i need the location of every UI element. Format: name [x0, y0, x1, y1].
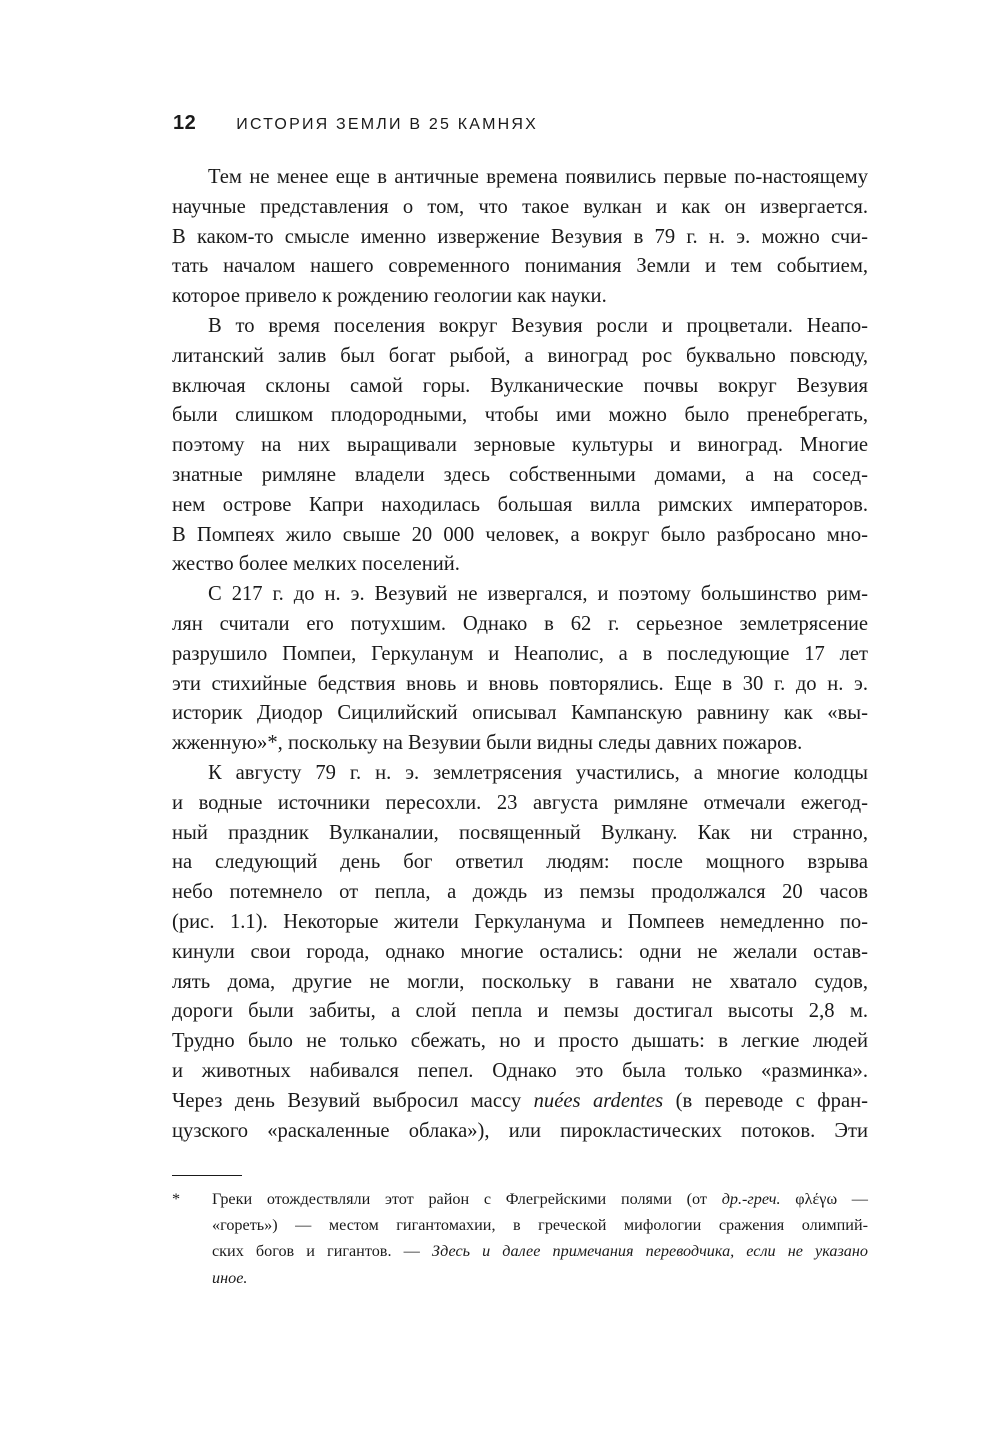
footnote-text: φλέγω — [795, 1190, 868, 1208]
text-line: знатные римляне владели здесь собственными домами, а на сосед- [172, 463, 868, 486]
text-fragment: (в переводе с фран- [675, 1089, 868, 1112]
text-line: С 217 г. до н. э. Везувий не извергался, и поэтому большинство рим- [208, 583, 868, 606]
text-line: лян считали его потухшим. Однако в 62 г. серьезное землетрясение [172, 612, 868, 635]
text-line: лять дома, другие не могли, поскольку в гавани не хватало судов, [172, 970, 868, 993]
text-line: которое привело к рождению геологии как науки. [172, 285, 607, 308]
text-line: были слишком плодородными, чтобы ими можно было пренебрегать, [172, 404, 868, 427]
text-line: кинули свои города, однако многие остались: одни не желали остав- [172, 940, 868, 963]
text-line: эти стихийные бедствия вновь и вновь повторялись. Еще в 30 г. до н. э. [172, 672, 868, 695]
text-line: литанский залив был богат рыбой, а виноград рос буквально повсюду, [172, 344, 868, 367]
text-line: К августу 79 г. н. э. землетрясения участились, а многие колодцы [208, 761, 868, 784]
text-line: Трудно было не только сбежать, но и просто дышать: в легкие людей [172, 1030, 868, 1053]
italic-phrase: nuées ardentes [533, 1089, 664, 1112]
text-line: дороги были забиты, а слой пепла и пемзы достигал высоты 2,8 м. [172, 1000, 868, 1023]
page-number: 12 [173, 112, 197, 134]
footnote-italic: Здесь и далее примечания переводчика, если не указано [431, 1242, 868, 1261]
footnote-marker: * [172, 1190, 181, 1208]
text-line: небо потемнело от пепла, а дождь из пемзы продолжался 20 часов [172, 881, 868, 904]
footnote-text: ских богов и гигантов. — [212, 1242, 420, 1261]
footnote-divider [172, 1175, 242, 1176]
footnote-text: Греки отождествляли этот район с Флегрейскими полями (от [212, 1190, 707, 1208]
footnote [172, 1186, 868, 1291]
text-line: В то время поселения вокруг Везувия росли и процветали. Неапо- [208, 314, 868, 337]
text-fragment: Через день Везувий выбросил массу [172, 1089, 522, 1112]
text-line: жество более мелких поселений. [172, 553, 460, 576]
book-title: ИСТОРИЯ ЗЕМЛИ В 25 КАМНЯХ [236, 116, 539, 133]
text-line: (рис. 1.1). Некоторые жители Геркуланума и Помпеев немедленно по- [172, 910, 868, 933]
text-line: научные представления о том, что такое вулкан и как он извергается. [172, 195, 868, 218]
text-line: Тем не менее еще в античные времена появились первые по-настоящему [208, 166, 868, 188]
text-line: ный праздник Вулканалии, посвященный Вулкану. Как ни странно, [172, 821, 868, 844]
text-line: разрушило Помпеи, Геркуланум и Неаполис, а в последующие 17 лет [172, 642, 868, 665]
running-header [173, 112, 538, 135]
text-line: историк Диодор Сицилийский описывал Кампанскую равнину как «вы- [172, 702, 868, 725]
text-line: и животных набивался пепел. Однако это была только «разминка». [172, 1059, 868, 1082]
footnote-italic: иное. [212, 1268, 248, 1287]
text-line-mixed [172, 1087, 868, 1117]
text-line: В каком-то смысле именно извержение Везувия в 79 г. н. э. можно счи- [172, 225, 868, 248]
body-text [172, 163, 868, 1146]
footnote-italic: др.-греч. [721, 1190, 781, 1208]
text-line: нем острове Капри находилась большая вилла римских императоров. [172, 493, 868, 516]
text-line: и водные источники пересохли. 23 августа римляне отмечали ежегод- [172, 791, 868, 814]
text-line: поэтому на них выращивали зерновые культуры и виноград. Многие [172, 434, 868, 457]
footnote-line [172, 1265, 868, 1291]
text-line: включая склоны самой горы. Вулканические почвы вокруг Везувия [172, 374, 868, 397]
footnote-line [172, 1186, 868, 1212]
text-line: тать началом нашего современного понимания Земли и тем событием, [172, 255, 868, 278]
text-line: В Помпеях жило свыше 20 000 человек, а вокруг было разбросано мно- [172, 523, 868, 546]
footnote-line: «гореть») — местом гигантомахии, в греческой мифологии сражения олимпий- [212, 1216, 868, 1235]
text-line: жженную»*, поскольку на Везувии были видны следы давних пожаров. [172, 732, 803, 755]
footnote-line [172, 1238, 868, 1264]
text-line: цузского «раскаленные облака»), или пирокластических потоков. Эти [172, 1119, 868, 1142]
text-line: на следующий день бог ответил людям: после мощного взрыва [172, 851, 868, 874]
